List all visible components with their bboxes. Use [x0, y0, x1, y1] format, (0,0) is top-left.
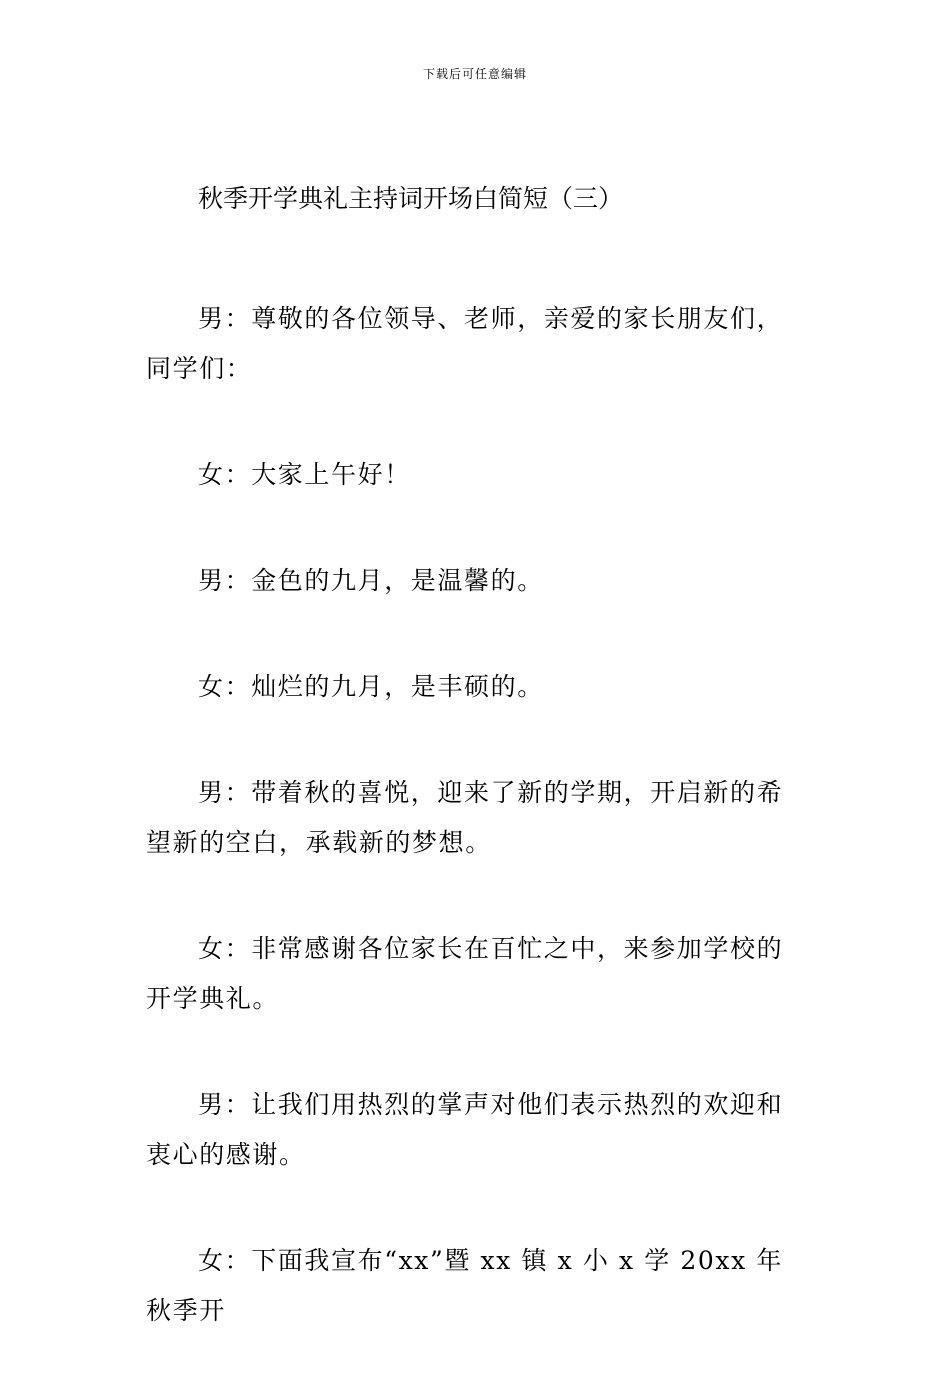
paragraph: 女：灿烂的九月，是丰硕的。 [198, 672, 544, 701]
paragraph: 女：下面我宣布“xx”暨 xx 镇 x 小 x 学 20xx 年秋季开 [146, 1246, 783, 1325]
paragraph: 男：尊敬的各位领导、老师，亲爱的家长朋友们，同学们： [146, 304, 784, 383]
paragraph: 男：金色的九月，是温馨的。 [198, 566, 544, 595]
paragraph: 女：大家上午好！ [198, 460, 411, 489]
paragraph: 女：非常感谢各位家长在百忙之中，来参加学校的开学典礼。 [146, 934, 784, 1013]
paragraph: 男：让我们用热烈的掌声对他们表示热烈的欢迎和衷心的感谢。 [146, 1090, 784, 1169]
document-title: 秋季开学典礼主持词开场白简短（三） [198, 184, 624, 213]
page-header: 下载后可任意编辑 [422, 67, 527, 81]
paragraph: 男：带着秋的喜悦，迎来了新的学期，开启新的希望新的空白，承载新的梦想。 [146, 778, 784, 857]
document-body [146, 178, 806, 1392]
